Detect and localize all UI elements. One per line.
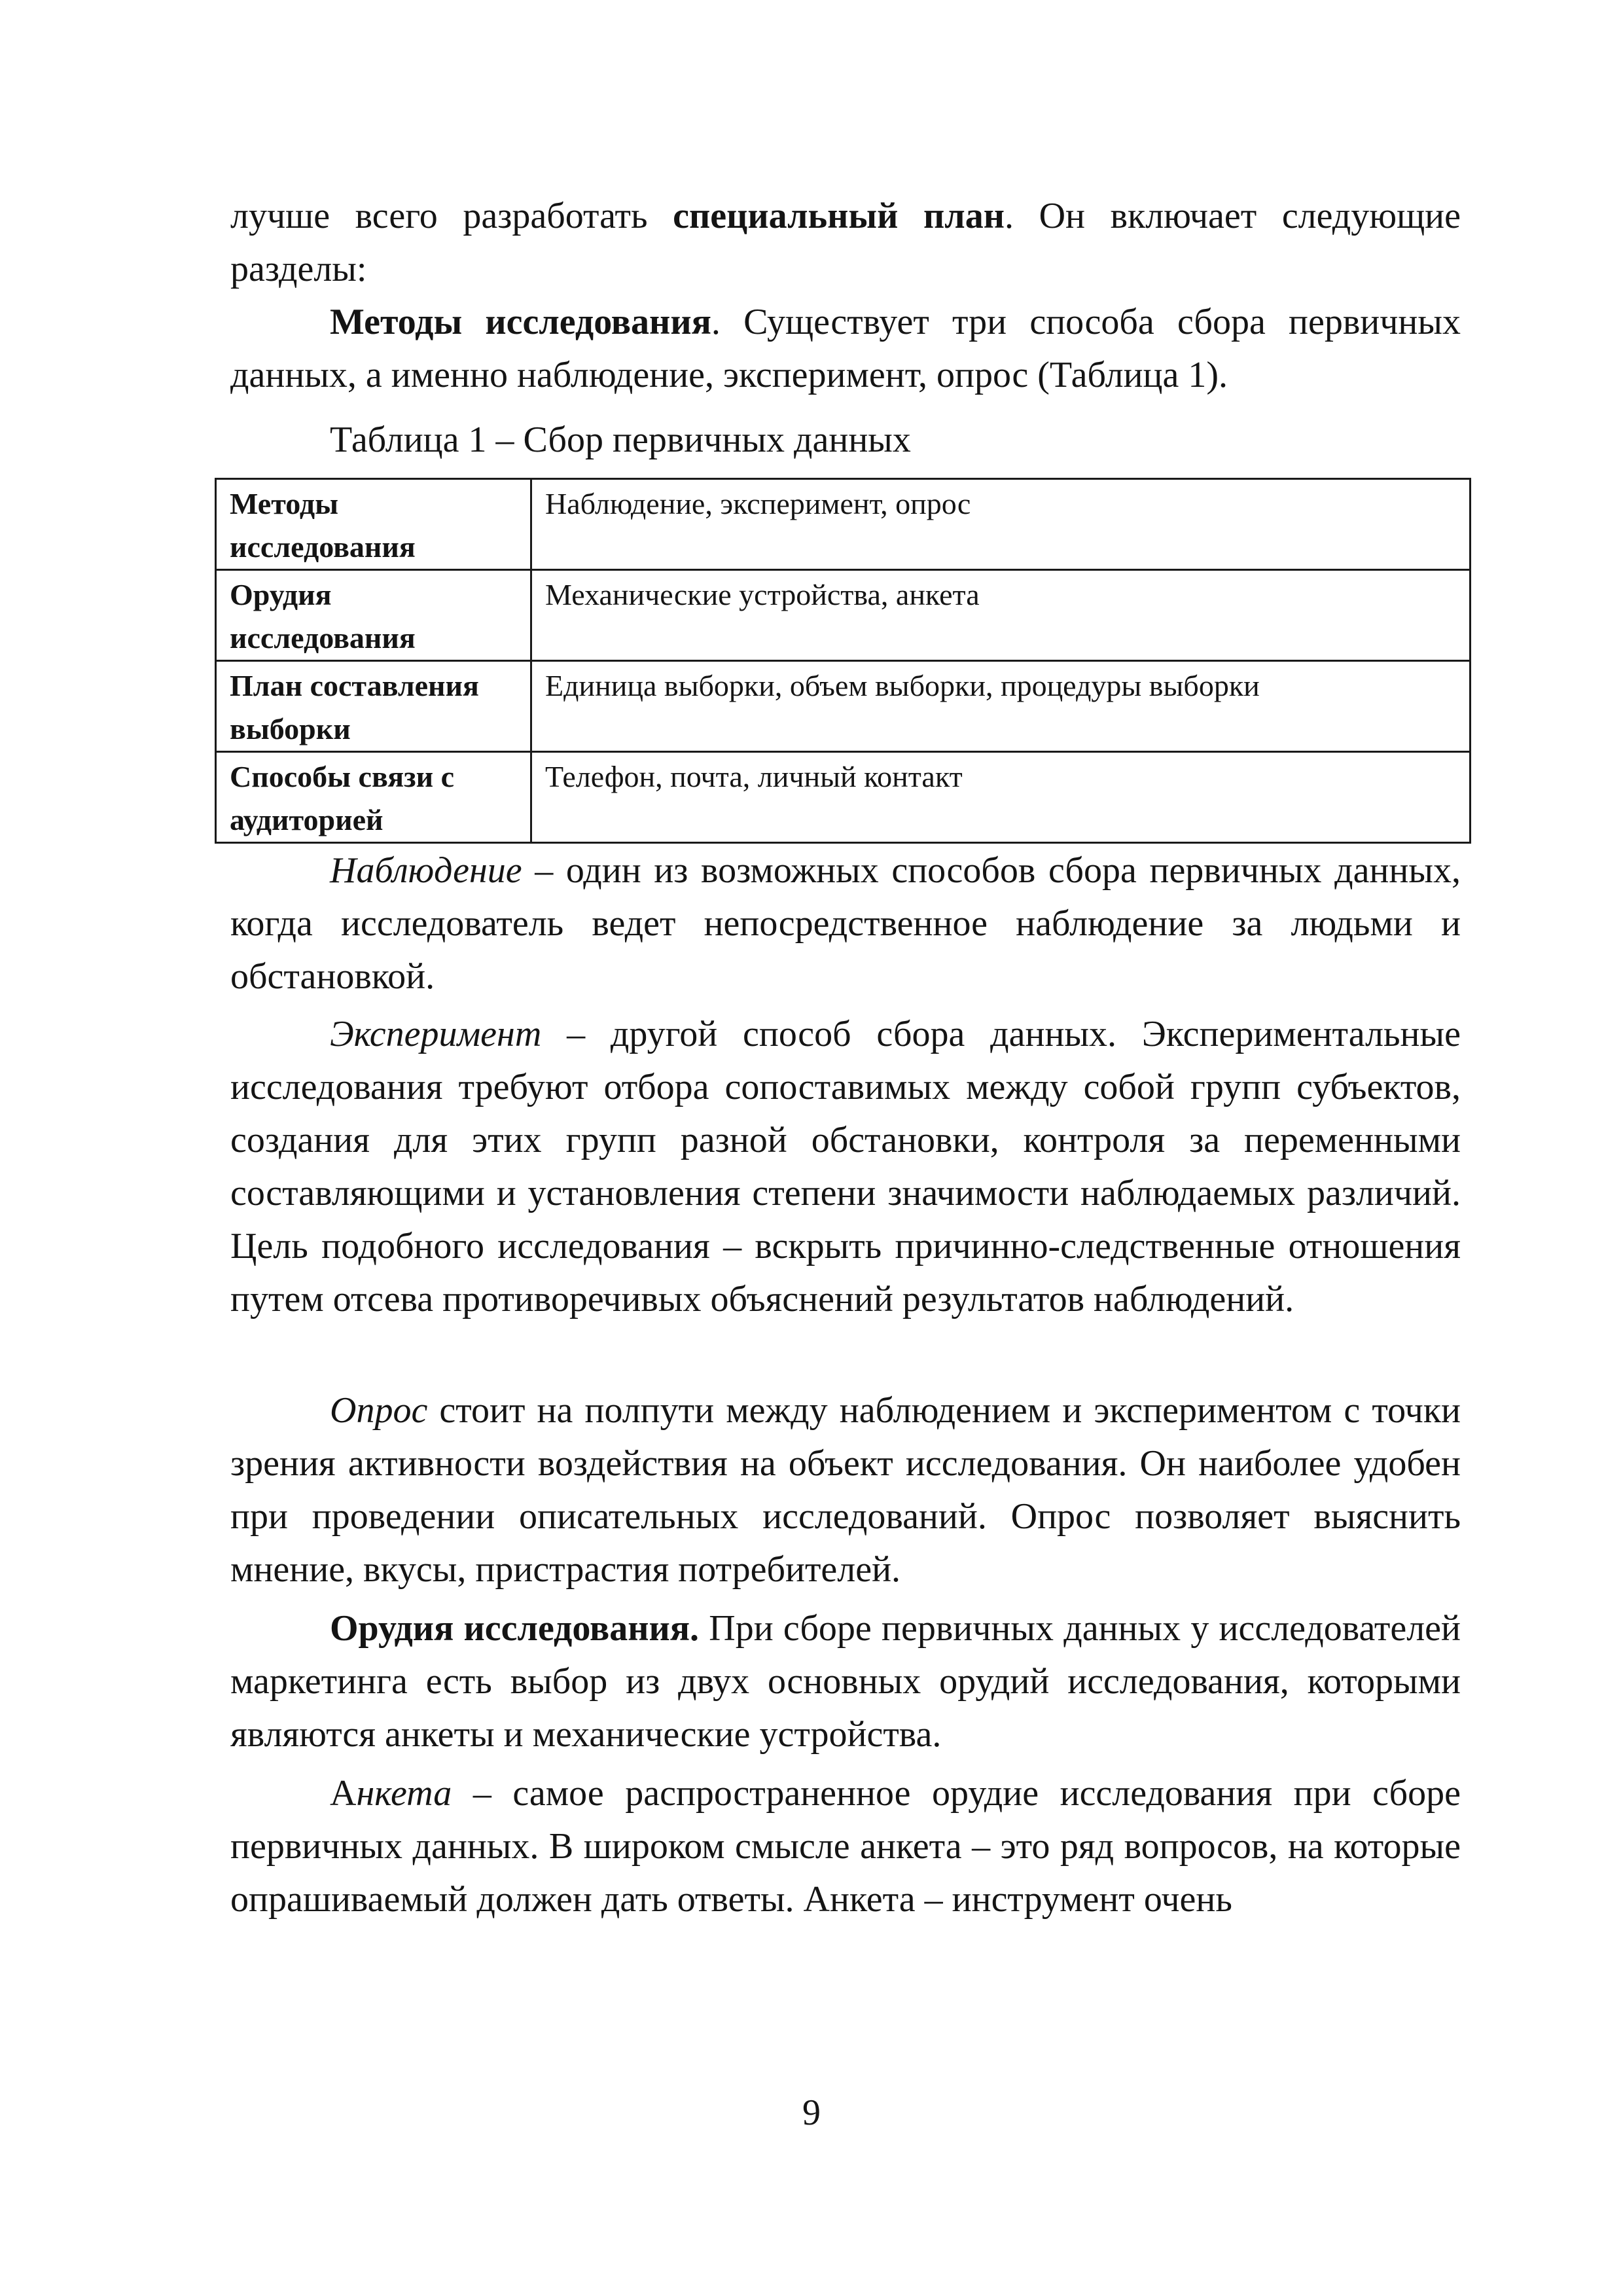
tools-text: При сборе первичных данных у исследователей маркетинга есть выбор из двух основных орудий исследования, которыми являются анкеты и механические устройства. (230, 1608, 1461, 1755)
intro-text-end: . Он включает следующие разделы: (230, 196, 1461, 289)
observation-term: Наблюдение (330, 850, 522, 891)
paragraph-tools (230, 1602, 1461, 1761)
table-row-key: Способы связи с аудиторией (216, 752, 531, 843)
paragraph-observation (230, 844, 1461, 1003)
methods-heading: Методы исследования (330, 302, 711, 342)
table-row-value: Механические устройства, анкета (531, 570, 1471, 661)
methods-text: . Существует три способа сбора первичных данных, а именно наблюдение, эксперимент, опрос (Таблица 1). (230, 302, 1461, 395)
table-row (216, 570, 1471, 661)
questionnaire-term: нкета (356, 1773, 452, 1814)
questionnaire-text: – самое распространенное орудие исследования при сборе первичных данных. В широком смысле анкета – это ряд вопросов, на которые опрашиваемый должен дать ответы. Анкета – инструмент очень (230, 1773, 1461, 1920)
survey-term: Опрос (330, 1390, 428, 1431)
intro-text: лучше всего разработать (230, 196, 673, 236)
table-caption: Таблица 1 – Сбор первичных данных (330, 420, 911, 460)
table-row (216, 479, 1471, 570)
observation-text: – один из возможных способов сбора первичных данных, когда исследователь ведет непосредственное наблюдение за людьми и обстановкой. (230, 850, 1461, 997)
survey-text: стоит на полпути между наблюдением и экспериментом с точки зрения активности воздействия на объект исследования. Он наиболее удобен при проведении описательных исследований. Опрос позволяет выяснить мнение, вкусы, пристрастия потребителей. (230, 1390, 1461, 1590)
paragraph-methods (230, 296, 1461, 402)
experiment-term: Эксперимент (330, 1014, 542, 1054)
tools-heading: Орудия исследования. (330, 1608, 700, 1649)
paragraph-intro (230, 190, 1461, 296)
paragraph-survey (230, 1384, 1461, 1596)
table-row (216, 661, 1471, 752)
primary-data-table (215, 478, 1471, 844)
table-row-value: Телефон, почта, личный контакт (531, 752, 1471, 843)
paragraph-experiment (230, 1008, 1461, 1326)
table-row-key: План составления выборки (216, 661, 531, 752)
paragraph-questionnaire (230, 1767, 1461, 1926)
table-row (216, 752, 1471, 843)
questionnaire-lead: А (330, 1773, 357, 1814)
table-row-key: Орудия исследования (216, 570, 531, 661)
table-row-key: Методы исследования (216, 479, 531, 570)
page-number: 9 (802, 2092, 821, 2133)
experiment-text: – другой способ сбора данных. Экспериментальные исследования требуют отбора сопоставимых между собой групп субъектов, создания для этих групп разной обстановки, контроля за переменными составляющими и установления степени значимости наблюдаемых различий. Цель подобного исследования – вскрыть причинно-следственные отношения путем отсева противоречивых объяснений результатов наблюдений. (230, 1014, 1461, 1319)
table-row-value: Наблюдение, эксперимент, опрос (531, 479, 1471, 570)
intro-bold-term: специальный план (673, 196, 1005, 236)
table-row-value: Единица выборки, объем выборки, процедуры выборки (531, 661, 1471, 752)
